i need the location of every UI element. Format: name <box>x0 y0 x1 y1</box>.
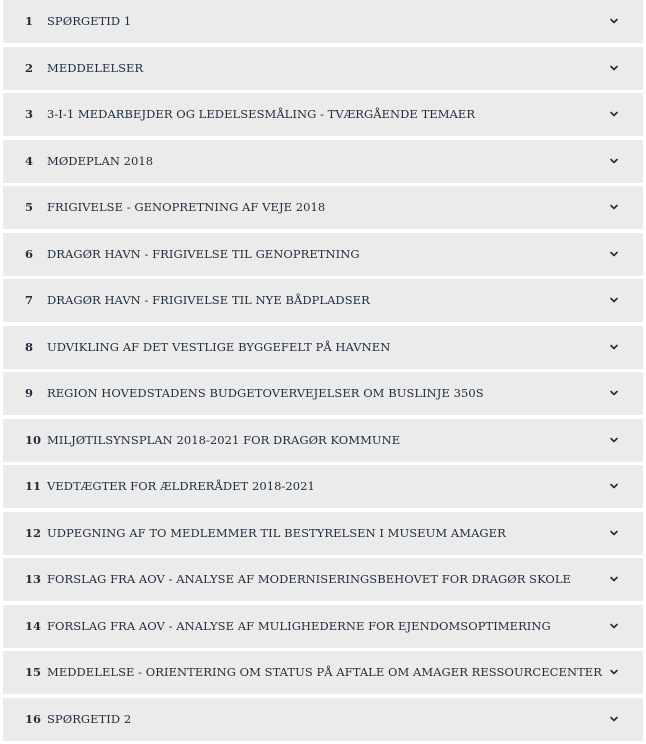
item-title: FORSLAG FRA AOV - ANALYSE AF MODERNISERINGSBEHOVET FOR DRAGØR SKOLE <box>47 572 572 586</box>
agenda-item-10[interactable] <box>3 419 643 462</box>
chevron-down-icon[interactable] <box>609 389 619 397</box>
chevron-down-icon[interactable] <box>609 250 619 258</box>
item-number: 14 <box>25 618 42 633</box>
agenda-item-12[interactable] <box>3 512 643 555</box>
chevron-down-icon[interactable] <box>609 110 619 118</box>
chevron-down-icon[interactable] <box>609 715 619 723</box>
item-number: 9 <box>25 386 34 400</box>
item-title: MILJØTILSYNSPLAN 2018-2021 FOR DRAGØR KOMMUNE <box>47 432 401 447</box>
item-number: 16 <box>25 711 42 726</box>
item-number: 5 <box>25 200 34 214</box>
chevron-down-icon[interactable] <box>609 575 619 583</box>
item-title: 3-I-1 MEDARBEJDER OG LEDELSESMÅLING - TVÆRGÅENDE TEMAER <box>47 107 476 121</box>
item-number: 3 <box>25 107 34 121</box>
item-title: MØDEPLAN 2018 <box>47 153 154 168</box>
chevron-down-icon[interactable] <box>609 157 619 165</box>
agenda-item-13[interactable] <box>3 558 643 601</box>
item-number: 7 <box>25 293 34 307</box>
agenda-item-4[interactable] <box>3 140 643 183</box>
item-title: FRIGIVELSE - GENOPRETNING AF VEJE 2018 <box>47 200 326 214</box>
agenda-item-3[interactable] <box>3 93 643 136</box>
item-number: 13 <box>25 572 42 586</box>
agenda-item-1[interactable] <box>3 0 643 43</box>
chevron-down-icon[interactable] <box>609 622 619 630</box>
item-number: 12 <box>25 525 42 540</box>
item-title: VEDTÆGTER FOR ÆLDRERÅDET 2018-2021 <box>47 479 315 493</box>
agenda-item-8[interactable] <box>3 326 643 369</box>
item-title: MEDDELELSE - ORIENTERING OM STATUS PÅ AFTALE OM AMAGER RESSOURCECENTER <box>47 665 602 679</box>
chevron-down-icon[interactable] <box>609 296 619 304</box>
agenda-item-16[interactable] <box>3 698 643 741</box>
agenda-item-14[interactable] <box>3 605 643 648</box>
chevron-down-icon[interactable] <box>609 668 619 676</box>
item-title: UDVIKLING AF DET VESTLIGE BYGGEFELT PÅ HAVNEN <box>47 339 391 354</box>
chevron-down-icon[interactable] <box>609 482 619 490</box>
chevron-down-icon[interactable] <box>609 436 619 444</box>
item-title: UDPEGNING AF TO MEDLEMMER TIL BESTYRELSEN I MUSEUM AMAGER <box>47 525 506 540</box>
agenda-item-2[interactable] <box>3 47 643 90</box>
item-number: 8 <box>25 339 34 354</box>
item-number: 10 <box>25 432 42 447</box>
chevron-down-icon[interactable] <box>609 529 619 537</box>
item-title: REGION HOVEDSTADENS BUDGETOVERVEJELSER OM BUSLINJE 350S <box>47 386 484 400</box>
item-title: DRAGØR HAVN - FRIGIVELSE TIL GENOPRETNING <box>47 246 360 261</box>
chevron-down-icon[interactable] <box>609 203 619 211</box>
item-number: 2 <box>25 60 34 75</box>
agenda-item-6[interactable] <box>3 233 643 276</box>
chevron-down-icon[interactable] <box>609 64 619 72</box>
item-number: 11 <box>25 479 42 493</box>
item-title: SPØRGETID 1 <box>47 14 132 28</box>
item-title: MEDDELELSER <box>47 60 144 75</box>
item-number: 6 <box>25 246 34 261</box>
agenda-item-15[interactable] <box>3 651 643 694</box>
item-number: 1 <box>25 14 34 28</box>
item-title: FORSLAG FRA AOV - ANALYSE AF MULIGHEDERNE FOR EJENDOMSOPTIMERING <box>47 618 551 633</box>
chevron-down-icon[interactable] <box>609 17 619 25</box>
agenda-item-5[interactable] <box>3 186 643 229</box>
agenda-item-9[interactable] <box>3 372 643 415</box>
agenda-item-11[interactable] <box>3 465 643 508</box>
item-title: SPØRGETID 2 <box>47 711 132 726</box>
item-number: 15 <box>25 665 42 679</box>
item-title: DRAGØR HAVN - FRIGIVELSE TIL NYE BÅDPLADSER <box>47 293 370 307</box>
item-number: 4 <box>25 153 34 168</box>
agenda-item-7[interactable] <box>3 279 643 322</box>
chevron-down-icon[interactable] <box>609 343 619 351</box>
